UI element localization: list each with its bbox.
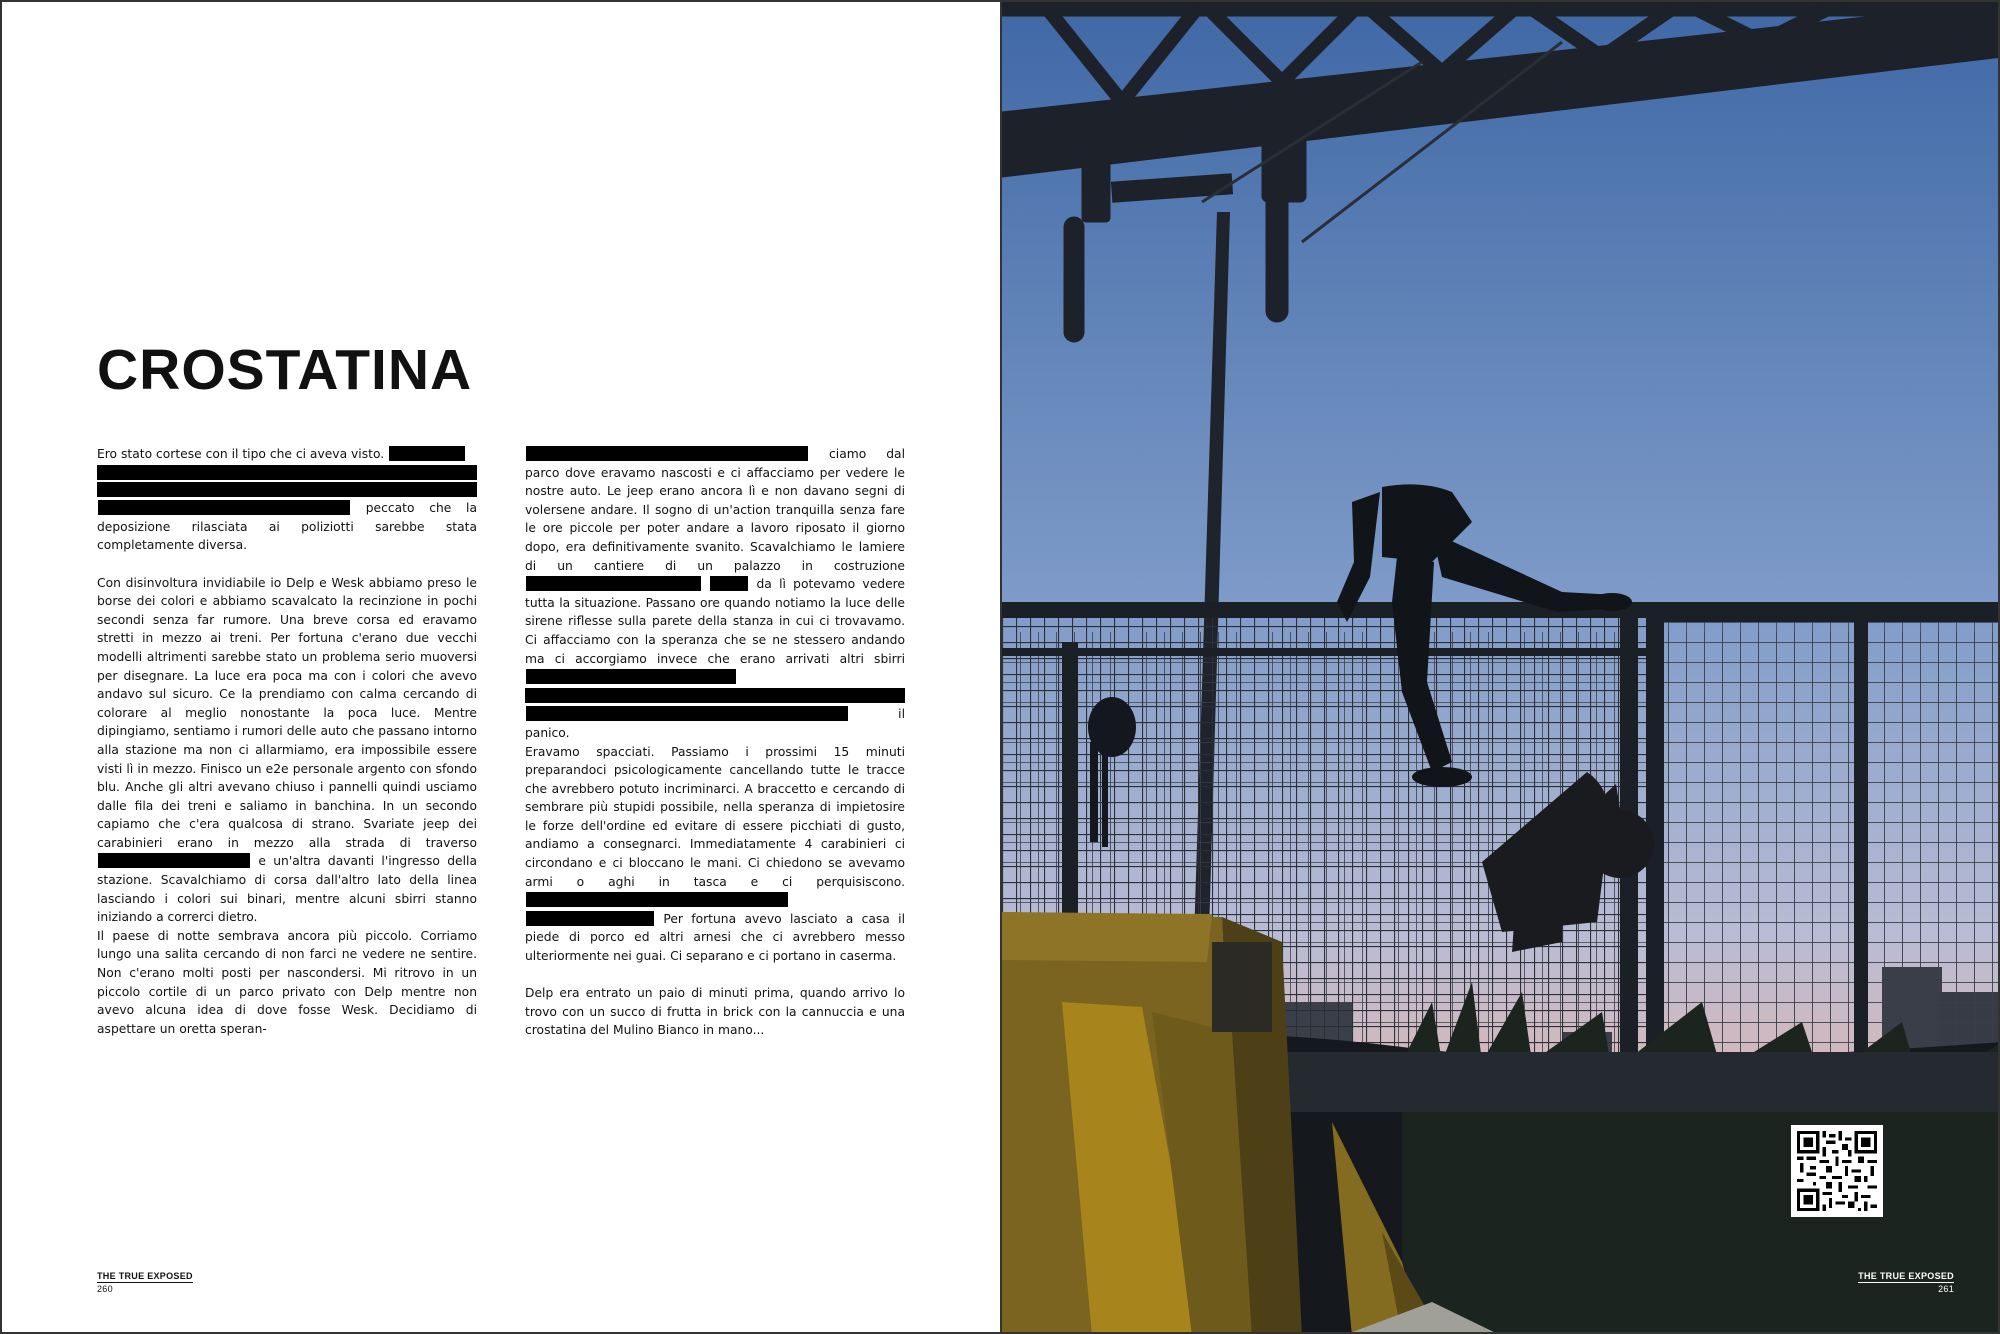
- paragraph-text: Eravamo spacciati. Passiamo i prossimi 15 minuti preparandoci psicologicamente cancellando tutte le tracce che avrebbero potuto incriminarci. A braccetto e cercando di sembrare più stupidi possibile, nella speranza di impietosire le forze dell'ordine ed evitare di essere picchiati di gusto, andiamo a consegnarci. Immediatamente 4 carabinieri ci circondano e ci bloccano le mani. Ci chiedono se avevamo armi o aghi in tasca e ci perquisiscono.: [525, 744, 905, 889]
- paragraph-text: Con disinvoltura invidiabile io Delp e Wesk abbiamo preso le borse dei colori e abbiamo scavalcato la recinzione in pochi secondi senza far rumore. Una breve corsa ed eravamo stretti in mezzo ai treni. Per fortuna c'erano due vecchi modelli altrimenti sarebbe stato un problema serio muoversi per disegnare. La luce era poca ma con i colori che avevo andavo sul sicuro. Ce la prendiamo con calma cercando di colorare al meglio nonostante la poca luce. Mentre dipingiamo, sentiamo i rumori delle auto che passano intorno alla stazione ma non ci allarmiamo, era impossibile essere visti lì in mezzo. Finisco un e2e personale argento con sfondo blu. Anche gli altri avevano chiuso i pannelli quindi usciamo dalle fila dei treni e saliamo in banchina. In un secondo capiamo che c'era qualcosa di strano. Svariate jeep dei carabinieri erano in mezzo alla strada di traverso: [97, 575, 477, 850]
- paragraph-text: peccato che la deposizione rilasciata ai poliziotti sarebbe stata completamente diversa.: [97, 501, 477, 553]
- page-number: 261: [1938, 1284, 1954, 1294]
- paragraph-text: il panico.: [525, 707, 905, 740]
- redaction-bar: [97, 482, 477, 497]
- footer-right: [1858, 1271, 1954, 1294]
- qr-code-icon: [1797, 1131, 1877, 1211]
- magazine-name: THE TRUE EXPOSED: [97, 1271, 193, 1281]
- redaction-bar: [526, 892, 788, 907]
- page-number: 260: [97, 1284, 113, 1294]
- redaction-bar: [97, 465, 477, 480]
- text-column-2: [525, 445, 905, 1059]
- paragraph-text: ciamo dal parco dove eravamo nascosti e ci affacciamo per vedere le nostre auto. Le jeep erano ancora lì e non davano segni di volersene andare. Il sogno di un'action tranquilla senza fare le ore piccole per poter andare a lavoro riposato il giorno dopo, era definitivamente svanito. Scavalchiamo le lamiere di un cantiere di un palazzo in costruzione: [525, 447, 905, 573]
- redaction-bar: [526, 669, 736, 684]
- paragraph-text: da lì potevamo vedere tutta la situazione. Passano ore quando notiamo la luce delle sirene riflesse sulla parete della stanza in cui ci trovavamo. Ci affacciamo con la speranza che se ne stessero andando ma ci accorgiamo invece che erano arrivati altri sbirri: [525, 577, 905, 666]
- magazine-name: THE TRUE EXPOSED: [1858, 1271, 1954, 1281]
- paragraph-text: Delp era entrato un paio di minuti prima, quando arrivo lo trovo con un succo di frutta in brick con la cannuccia e una crostatina del Mulino Bianco in mano...: [525, 986, 905, 1038]
- redaction-bar: [526, 446, 808, 461]
- redaction-bar: [526, 706, 848, 721]
- redaction-bar: [526, 576, 701, 591]
- right-page: [1000, 0, 2000, 1334]
- redaction-bar: [710, 576, 748, 591]
- footer-left: [97, 1271, 193, 1294]
- redaction-bar: [98, 500, 350, 515]
- qr-code[interactable]: [1791, 1125, 1883, 1217]
- article-title: CROSTATINA: [97, 338, 473, 402]
- text-column-1: [97, 445, 477, 1038]
- redaction-bar: [98, 853, 250, 868]
- paragraph-text: Ero stato cortese con il tipo che ci aveva visto.: [97, 447, 385, 461]
- redaction-bar: [526, 911, 654, 926]
- paragraph-text: Il paese di notte sembrava ancora più piccolo. Corriamo lungo una salita cercando di non farci ne vedere ne sentire. Non c'erano molti posti per nascondersi. Mi ritrovo in un piccolo cortile di un parco privato con Delp mentre non avevo alcuna idea di dove fosse Wesk. Decidiamo di aspettare un oretta speran-: [97, 928, 477, 1036]
- paragraph-text: e un'altra davanti l'ingresso della stazione. Scavalchiamo di corsa dall'altro lato della linea lasciando i colori sui binari, mentre alcuni sbirri stanno iniziando a correrci dietro.: [97, 854, 477, 925]
- paragraph-text: Per fortuna avevo lasciato a casa il piede di porco ed altri arnesi che ci avrebbero messo ulteriormente nei guai. Ci separano e ci portano in caserma.: [525, 911, 905, 964]
- redaction-bar: [525, 688, 905, 703]
- redaction-bar: [389, 446, 465, 461]
